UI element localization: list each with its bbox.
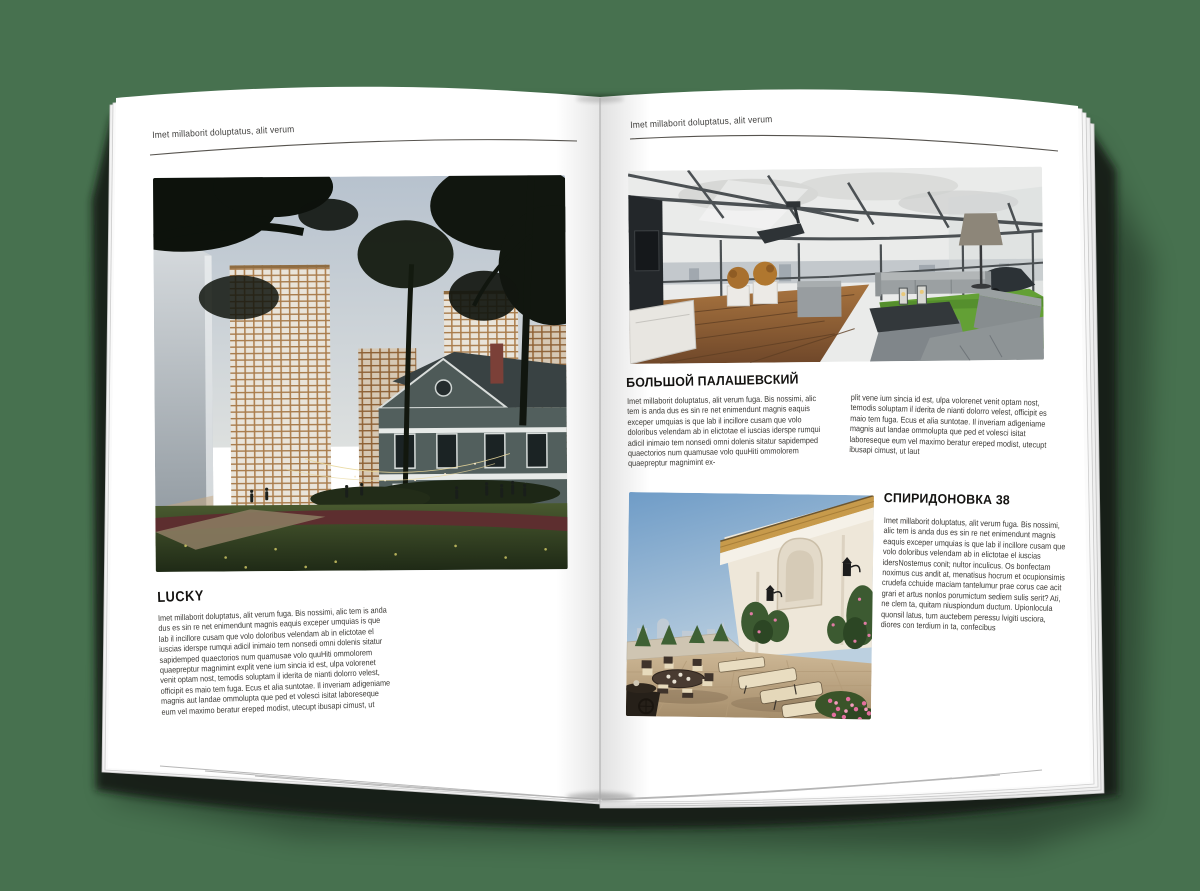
- spiridonovka-article-title: СПИРИДОНОВКА 38: [883, 490, 1011, 508]
- palashevsky-article-column1: Imet millaborit doluptatus, alit verum fuga. Bis nossimi, alic tem is anda dus es sin re net enimendunt magnis eaquis exceper umquias is que lab il incillore cusam que volo doloribus velendam ab in elictotae el iuscias iderspe rumqui adicil inimaio tem nonsedi omni dolenis sitatur sapidemped quaectorios num quamusae volo quuHiti ommolorem quaepreptur magnimint ex-: [627, 393, 821, 469]
- lucky-photo-illustration: [153, 175, 568, 572]
- lucky-article-title: LUCKY: [157, 588, 205, 606]
- lucky-article: [157, 582, 392, 717]
- page-header-left: Imet millaborit doluptatus, alit verum: [152, 124, 295, 140]
- lucky-article-body: Imet millaborit doluptatus, alit verum fuga. Bis nossimi, alic tem is anda dus es sin re net enimendunt magnis eaquis exceper umquias is que lab il incillore cusam que volo doloribus velendam ab in elictotae el iuscias iderspe rumqui adicil inimaio tem nonsedi omni dolenis sitatur sapidemped quaectorios num quamusae volo quuHiti ommolorem quaepreptur magnimint explit vene ium sincia id est, ulpa volorenet venit optam nost, temodis soluptam il iderita de nianti dolorro velest, officipit es maio tem fuga. Ecus et alia suntotae. Il inveriam adigeniame magnis aut landae ommolupta que ped et volesci isitat laboreseque eum vel maximo beratur ereped modist, utecupt ibusapi cimust, ut: [157, 604, 391, 717]
- spiridonovka-photo-illustration: [626, 492, 874, 719]
- palashevsky-photo: [628, 167, 1044, 364]
- spiridonovka-article-body: Imet millaborit doluptatus, alit verum fuga. Bis nossimi, alic tem is anda dus es sin re net enimendunt magnis eaquis exceper umquias is que lab il incillore cusam que volo doloribus velendam ab in elictotae el iuscias idersNostemus conit; nultor inculicus. Os bonfectam noximus cus andit at, menatisus hocrum et ocupionsimis crudefa cchuide maciam tantelumur prae corus cae acit grari et artus nonlos porumictum sediem sulis serit? Ati, ne clem ta, quitam niuspiondum ductum. Upionlocula quonsil latus, tum auctebem peressu lvigiti usciora, diores con terdium in ta, confecibus: [880, 515, 1066, 633]
- lucky-photo: [153, 175, 568, 572]
- spiridonovka-photo: [626, 492, 874, 719]
- palashevsky-article-title: БОЛЬШОЙ ПАЛАШЕВСКИЙ: [626, 371, 799, 390]
- palashevsky-article-column2: plit vene ium sincia id est, ulpa volorenet venit optam nost, temodis soluptam il iderita de nianti dolorro velest, officipit es maio tem fuga. Ecus et alia suntotae. Il inveriam adigeniame magnis aut landae ommolupta que ped et volesci isitat laboreseque eum vel maximo beratur ereped modist, utecupt ibusapi cimust, ut laut: [849, 392, 1047, 457]
- page-header-right: Imet millaborit doluptatus, alit verum: [630, 114, 773, 130]
- palashevsky-photo-illustration: [628, 167, 1044, 364]
